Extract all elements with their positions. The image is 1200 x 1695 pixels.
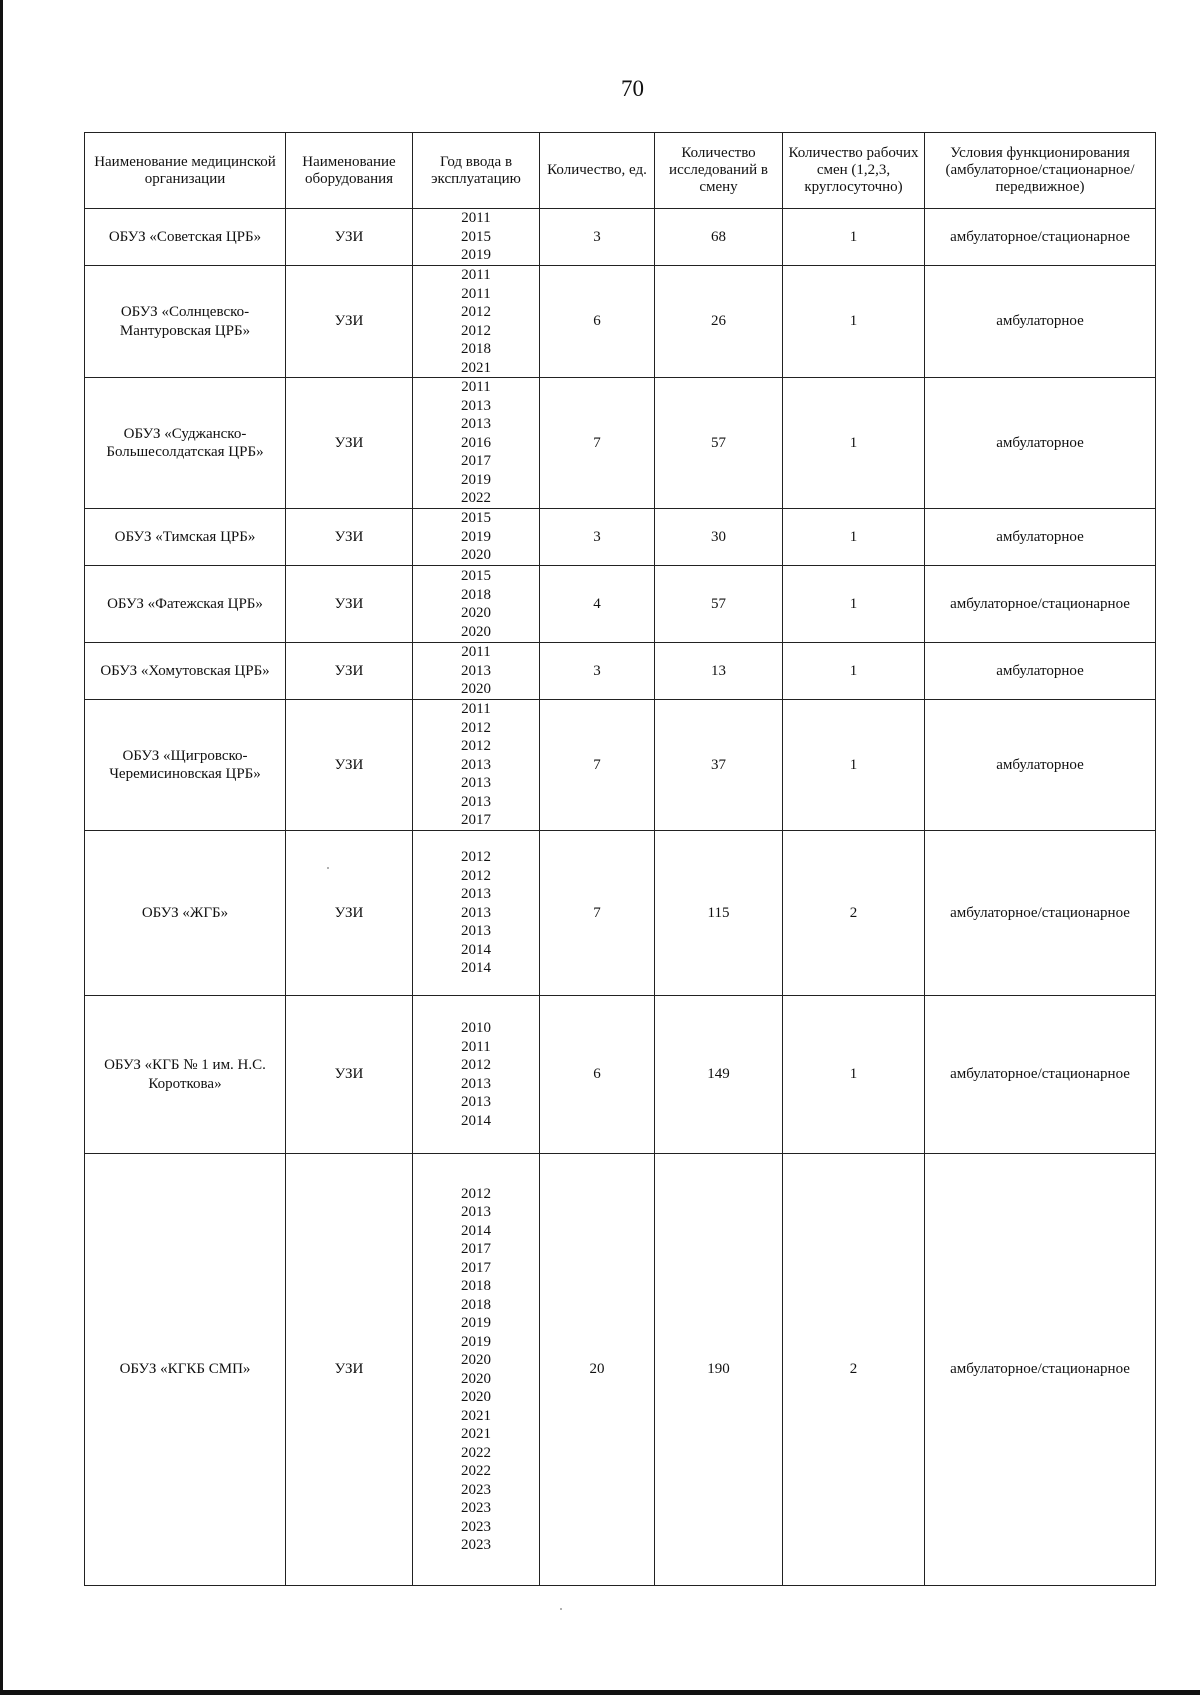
years-cell <box>413 643 540 700</box>
year-value: 2012 <box>461 719 491 736</box>
equipment-cell: УЗИ <box>286 1154 413 1586</box>
year-value: 2018 <box>461 341 491 357</box>
equipment-cell: УЗИ <box>286 996 413 1154</box>
equipment-cell: УЗИ <box>286 509 413 566</box>
year-value: 2011 <box>461 379 491 396</box>
years-cell <box>413 1154 540 1586</box>
conditions-cell: амбулаторное/стационарное <box>925 831 1156 996</box>
equipment-cell: УЗИ <box>286 266 413 378</box>
year-value: 2012 <box>461 867 491 884</box>
conditions-cell: амбулаторное/стационарное <box>925 1154 1156 1586</box>
years-cell <box>413 996 540 1154</box>
year-value: 2015 <box>461 568 491 584</box>
year-value: 2012 <box>461 1185 491 1202</box>
years-cell <box>413 378 540 509</box>
year-value: 2018 <box>461 586 491 603</box>
count-cell: 3 <box>540 209 655 266</box>
year-value: 2021 <box>461 359 491 376</box>
shifts-cell: 1 <box>783 266 925 378</box>
studies-cell: 190 <box>655 1154 783 1586</box>
studies-cell: 149 <box>655 996 783 1154</box>
org-cell: ОБУЗ «Фатежская ЦРБ» <box>85 566 286 643</box>
year-value: 2022 <box>461 1444 491 1461</box>
count-cell: 7 <box>540 378 655 509</box>
studies-cell: 13 <box>655 643 783 700</box>
table-row <box>85 566 1156 643</box>
table-row <box>85 266 1156 378</box>
years-cell <box>413 566 540 643</box>
studies-cell: 68 <box>655 209 783 266</box>
shifts-cell: 1 <box>783 378 925 509</box>
count-cell: 6 <box>540 996 655 1154</box>
year-value: 2019 <box>461 528 491 545</box>
year-value: 2020 <box>461 1370 491 1387</box>
conditions-cell: амбулаторное/стационарное <box>925 209 1156 266</box>
header-count: Количество, ед. <box>540 133 655 209</box>
conditions-cell: амбулаторное <box>925 643 1156 700</box>
years-cell <box>413 831 540 996</box>
year-value: 2013 <box>461 1075 491 1092</box>
year-value: 2021 <box>461 1426 491 1442</box>
year-value: 2011 <box>461 267 491 283</box>
equipment-cell: УЗИ <box>286 378 413 509</box>
header-equipment: Наименование оборудования <box>286 133 413 209</box>
equipment-cell: УЗИ <box>286 209 413 266</box>
equipment-cell: УЗИ <box>286 566 413 643</box>
table-row <box>85 509 1156 566</box>
count-cell: 7 <box>540 831 655 996</box>
scan-speck <box>327 867 329 869</box>
header-year: Год ввода в эксплуатацию <box>413 133 540 209</box>
conditions-cell: амбулаторное <box>925 378 1156 509</box>
year-value: 2015 <box>461 510 491 527</box>
year-value: 2012 <box>461 304 491 320</box>
year-value: 2017 <box>461 453 491 470</box>
table-row <box>85 378 1156 509</box>
org-cell: ОБУЗ «ЖГБ» <box>85 831 286 996</box>
conditions-cell: амбулаторное <box>925 509 1156 566</box>
year-value: 2013 <box>461 775 491 792</box>
year-value: 2013 <box>461 886 491 903</box>
year-value: 2012 <box>461 322 491 339</box>
table-row <box>85 996 1156 1154</box>
shifts-cell: 1 <box>783 509 925 566</box>
table-row <box>85 700 1156 831</box>
year-value: 2019 <box>461 1333 491 1350</box>
year-value: 2014 <box>461 1222 491 1239</box>
year-value: 2020 <box>461 681 491 698</box>
count-cell: 7 <box>540 700 655 831</box>
year-value: 2019 <box>461 247 491 264</box>
table-row <box>85 1154 1156 1586</box>
studies-cell: 57 <box>655 378 783 509</box>
equipment-table <box>84 132 1156 1586</box>
year-value: 2012 <box>461 849 491 866</box>
table-header-row <box>85 133 1156 209</box>
year-value: 2011 <box>461 210 491 227</box>
year-value: 2019 <box>461 471 491 488</box>
shifts-cell: 1 <box>783 209 925 266</box>
year-value: 2018 <box>461 1278 491 1294</box>
year-value: 2020 <box>461 547 491 564</box>
equipment-cell: УЗИ <box>286 831 413 996</box>
year-value: 2011 <box>461 1038 491 1055</box>
table-row <box>85 831 1156 996</box>
year-value: 2011 <box>461 644 491 661</box>
table-row <box>85 643 1156 700</box>
year-value: 2014 <box>461 1112 491 1129</box>
year-value: 2013 <box>461 1094 491 1110</box>
count-cell: 3 <box>540 509 655 566</box>
year-value: 2013 <box>461 793 491 810</box>
year-value: 2013 <box>461 416 491 433</box>
year-value: 2011 <box>461 285 491 302</box>
studies-cell: 115 <box>655 831 783 996</box>
org-cell: ОБУЗ «Суджанско-Большесолдатская ЦРБ» <box>85 378 286 509</box>
header-conditions: Условия функционирования (амбулаторное/стационарное/ передвижное) <box>925 133 1156 209</box>
year-value: 2014 <box>461 960 491 977</box>
year-value: 2023 <box>461 1518 491 1535</box>
year-value: 2013 <box>461 397 491 414</box>
studies-cell: 30 <box>655 509 783 566</box>
org-cell: ОБУЗ «КГБ № 1 им. Н.С. Короткова» <box>85 996 286 1154</box>
header-studies: Количество исследований в смену <box>655 133 783 209</box>
year-value: 2013 <box>461 904 491 921</box>
shifts-cell: 2 <box>783 1154 925 1586</box>
org-cell: ОБУЗ «Советская ЦРБ» <box>85 209 286 266</box>
years-cell <box>413 509 540 566</box>
year-value: 2010 <box>461 1020 491 1036</box>
table-row <box>85 209 1156 266</box>
conditions-cell: амбулаторное <box>925 266 1156 378</box>
year-value: 2017 <box>461 812 491 829</box>
year-value: 2012 <box>461 1057 491 1073</box>
scan-speck <box>560 1608 562 1610</box>
year-value: 2020 <box>461 1352 491 1368</box>
conditions-cell: амбулаторное <box>925 700 1156 831</box>
year-value: 2018 <box>461 1296 491 1313</box>
year-value: 2013 <box>461 662 491 679</box>
count-cell: 6 <box>540 266 655 378</box>
studies-cell: 37 <box>655 700 783 831</box>
scan-edge-bottom <box>0 1690 1200 1695</box>
conditions-cell: амбулаторное/стационарное <box>925 566 1156 643</box>
shifts-cell: 2 <box>783 831 925 996</box>
org-cell: ОБУЗ «КГКБ СМП» <box>85 1154 286 1586</box>
year-value: 2017 <box>461 1241 491 1257</box>
year-value: 2014 <box>461 941 491 958</box>
year-value: 2020 <box>461 1389 491 1405</box>
year-value: 2023 <box>461 1500 491 1516</box>
year-value: 2022 <box>461 490 491 507</box>
year-value: 2012 <box>461 738 491 755</box>
count-cell: 4 <box>540 566 655 643</box>
year-value: 2020 <box>461 623 491 640</box>
table-body <box>85 209 1156 1586</box>
year-value: 2019 <box>461 1315 491 1331</box>
org-cell: ОБУЗ «Тимская ЦРБ» <box>85 509 286 566</box>
year-value: 2011 <box>461 701 491 718</box>
studies-cell: 57 <box>655 566 783 643</box>
shifts-cell: 1 <box>783 643 925 700</box>
org-cell: ОБУЗ «Хомутовская ЦРБ» <box>85 643 286 700</box>
scan-edge-left <box>0 0 3 1695</box>
year-value: 2023 <box>461 1481 491 1498</box>
equipment-cell: УЗИ <box>286 700 413 831</box>
year-value: 2013 <box>461 923 491 940</box>
years-cell <box>413 700 540 831</box>
count-cell: 3 <box>540 643 655 700</box>
shifts-cell: 1 <box>783 566 925 643</box>
years-cell <box>413 209 540 266</box>
year-value: 2017 <box>461 1259 491 1276</box>
year-value: 2023 <box>461 1537 491 1553</box>
org-cell: ОБУЗ «Солнцевско-Мантуровская ЦРБ» <box>85 266 286 378</box>
year-value: 2020 <box>461 605 491 621</box>
conditions-cell: амбулаторное/стационарное <box>925 996 1156 1154</box>
shifts-cell: 1 <box>783 700 925 831</box>
header-shifts: Количество рабочих смен (1,2,3, круглосуточно) <box>783 133 925 209</box>
year-value: 2015 <box>461 228 491 245</box>
shifts-cell: 1 <box>783 996 925 1154</box>
studies-cell: 26 <box>655 266 783 378</box>
year-value: 2021 <box>461 1407 491 1424</box>
year-value: 2013 <box>461 1204 491 1220</box>
header-org: Наименование медицинской организации <box>85 133 286 209</box>
page-number: 70 <box>621 76 644 101</box>
year-value: 2016 <box>461 434 491 451</box>
year-value: 2013 <box>461 756 491 773</box>
org-cell: ОБУЗ «Щигровско-Черемисиновская ЦРБ» <box>85 700 286 831</box>
year-value: 2022 <box>461 1463 491 1479</box>
count-cell: 20 <box>540 1154 655 1586</box>
years-cell <box>413 266 540 378</box>
equipment-cell: УЗИ <box>286 643 413 700</box>
